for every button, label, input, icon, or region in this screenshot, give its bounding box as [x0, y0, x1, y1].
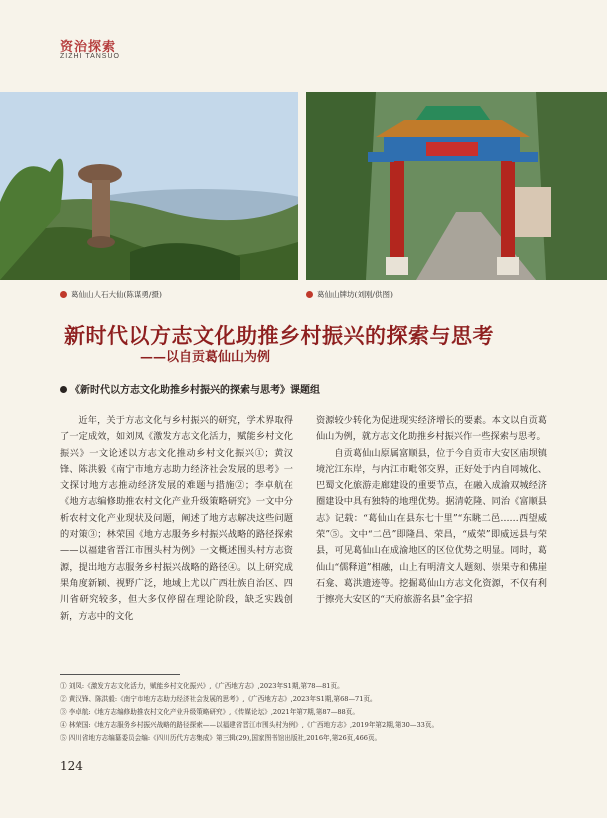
photo-archway: [306, 92, 607, 280]
photo-caption-1: [60, 289, 162, 300]
paragraph: 自贡葛仙山原属富顺县，位于今自贡市大安区庙坝镇境沱江东岸，与内江市毗邻交界，正好处于内自同城化、巴蜀文化旅游走廊建设的重要节点，在融入成渝双城经济圈建设中具有独特的地理优势。据清乾隆、同治《富顺县志》记载：“葛仙山在县东七十里”“东眺二邑……西望威荣”⑤。文中“二邑”即隆昌、荣昌，“威荣”即威远县与荣县，可见葛仙山在成渝地区的区位优势之明显。同时，葛仙山“儒释道”相融，山上有明清文人题刻、崇果寺和佛崖石龛、葛洪遗迹等。挖掘葛仙山方志文化资源，不仅有利于擦亮大安区的“天府旅游名县”金字招: [316, 447, 547, 606]
footnote-divider: [60, 674, 180, 675]
footnote: ⑤ 四川省地方志编纂委员会编:《四川历代方志集成》第三辑(29),国家图书馆出版社,2016年,第26页,466页。: [60, 734, 382, 742]
bullet-icon: [60, 291, 67, 298]
bullet-icon: [306, 291, 313, 298]
article-byline: [60, 381, 320, 396]
section-title: 资治探索: [60, 40, 117, 55]
photo-rock-landscape: [0, 92, 298, 280]
paragraph: 近年，关于方志文化与乡村振兴的研究，学术界取得了一定成效，如刘凤《激发方志文化活力，赋能乡村文化振兴》一文论述以方志文化推动乡村文化振兴①；黄汉锋、陈洪毅《南宁市地方志助力经济社会发展的思考》一文探讨地方志推动经济发展的难题与措施②；李卓航在《地方志编修助推农村文化产业升级策略研究》一文中分析农村文化产业现状及问题，阐述了地方志解决这些问题的对策③；林荣国《地方志服务乡村振兴战略的路径探索——以福建省晋江市围头村为例》一文概述围头村方志资源，提出地方志服务乡村振兴战略的路径④。以上研究成果角度新颖、视野广泛，地域上尤以广西壮族自治区、四川省研究较多，但大多仅停留在理论阶段，缺乏实践创新，方志中的文化: [60, 415, 293, 622]
footnote: ③ 李卓航:《地方志编修助推农村文化产业升级策略研究》,《传媒论坛》,2021年第7期,第87—88页。: [60, 708, 359, 716]
page-number: 124: [60, 759, 83, 773]
rock-landscape-illustration: [0, 92, 298, 280]
body-column-right: [316, 413, 547, 609]
bullet-icon: [60, 386, 67, 393]
archway-illustration: [306, 92, 607, 280]
article-title: 新时代以方志文化助推乡村振兴的探索与思考: [64, 323, 494, 348]
section-subtitle-en: ZIZHI TANSUO: [60, 53, 120, 60]
body-column-left: [60, 413, 293, 625]
paragraph: 资源较少转化为促进现实经济增长的要素。本文以自贡葛仙山为例，就方志文化助推乡村振兴作一些探索与思考。: [316, 415, 547, 443]
byline-text: 《新时代以方志文化助推乡村振兴的探索与思考》课题组: [70, 385, 320, 396]
footnote: ④ 林荣国:《地方志服务乡村振兴战略的路径探索——以福建省晋江市围头村为例》,《广西地方志》,2019年第2期,第30—33页。: [60, 721, 439, 729]
photo-caption-2: [306, 289, 393, 300]
footnote: ② 黄汉锋、陈洪毅:《南宁市地方志助力经济社会发展的思考》,《广西地方志》,2023年S1期,第68—71页。: [60, 695, 377, 703]
article-subtitle: ——以自贡葛仙山为例: [140, 350, 271, 365]
caption-text: 葛仙山牌坊(刘刚/供图): [317, 290, 393, 299]
footnote: ① 刘凤:《激发方志文化活力，赋能乡村文化振兴》,《广西地方志》,2023年S1期,第78—81页。: [60, 682, 344, 690]
caption-text: 葛仙山人石大仙(陈谋勇/摄): [71, 290, 162, 299]
